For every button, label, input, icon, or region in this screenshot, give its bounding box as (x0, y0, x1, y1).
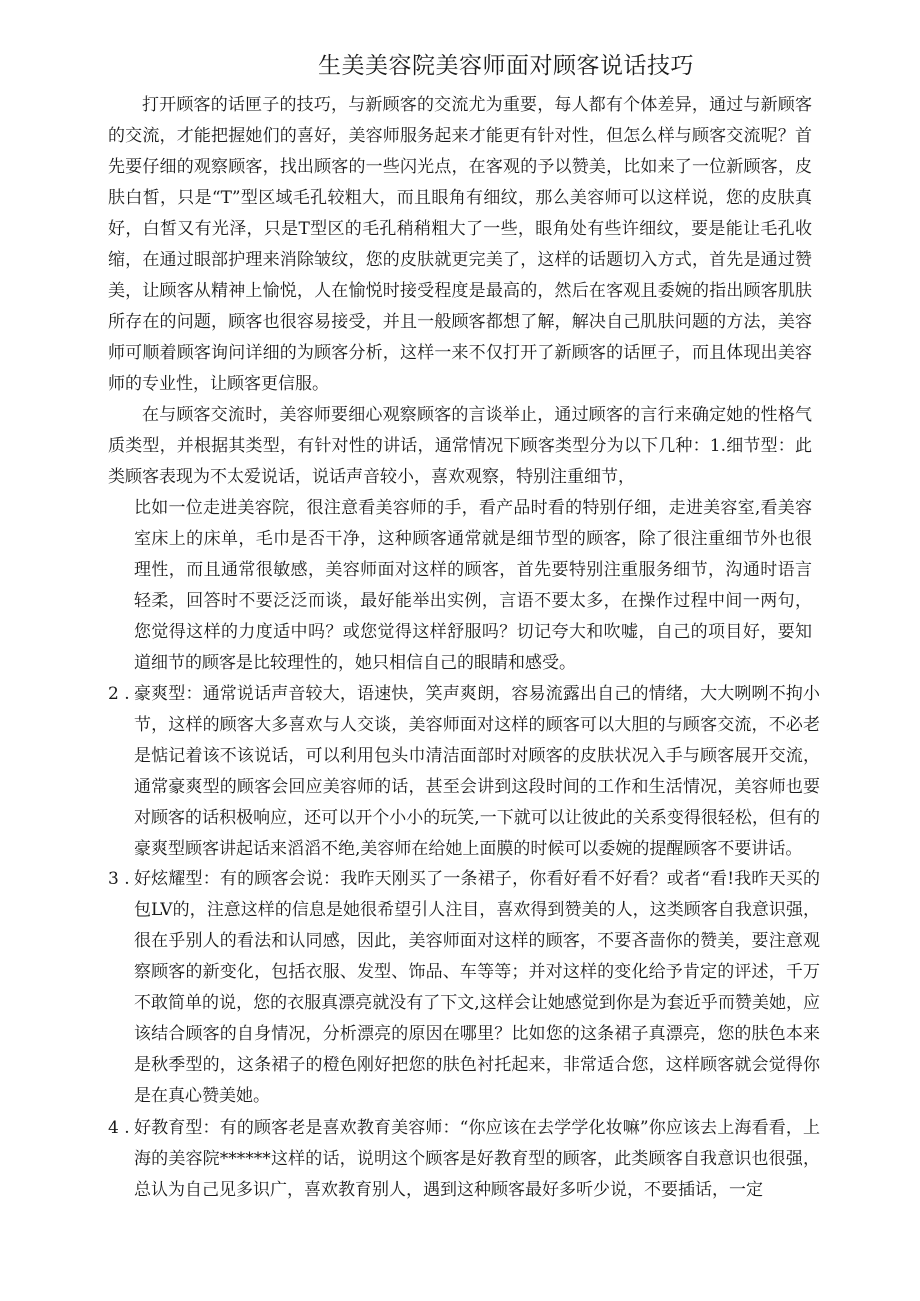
document-title: 生美美容院美容师面对顾客说话技巧 (318, 53, 694, 79)
list-item-lecturing-type (108, 1113, 820, 1206)
list-item-number: 3 . (108, 869, 130, 889)
list-item-bold-type (108, 679, 820, 865)
list-item-text: 好教育型：有的顾客老是喜欢教育美容师：“你应该在去学学化妆嘛”你应该去上海看看，上海的美容院******这样的话，说明这个顾客是好教育型的顾客，此类顾客自我意识也很强，总认为自己见多识广，喜欢教育别人，遇到这种顾客最好多听少说，不要插话，一定 (134, 1118, 820, 1200)
paragraph-detail-type: 比如一位走进美容院，很注意看美容师的手，看产品时看的特别仔细，走进美容室,看美容室床上的床单，毛巾是否干净，这种顾客通常就是细节型的顾客，除了很注重细节外也很理性，而且通常很敏感，美容师面对这样的顾客，首先要特别注重服务细节，沟通时语言轻柔，回答时不要泛泛而谈，最好能举出实例，言语不要太多，在操作过程中间一两句，您觉得这样的力度适中吗？或您觉得这样舒服吗？切记夸大和吹嘘，自己的项目好，要知道细节的顾客是比较理性的，她只相信自己的眼睛和感受。 (134, 498, 812, 673)
list-item-show-off-type (108, 864, 820, 1112)
paragraph-customer-types-intro: 在与顾客交流时，美容师要细心观察顾客的言谈举止，通过顾客的言行来确定她的性格气质类型，并根据其类型，有针对性的讲话，通常情况下顾客类型分为以下几种：1.细节型：此类顾客表现为不太爱说话，说话声音较小，喜欢观察，特别注重细节， (108, 405, 812, 487)
paragraph-opening-topic: 打开顾客的话匣子的技巧，与新顾客的交流尤为重要，每人都有个体差异，通过与新顾客的交流，才能把握她们的喜好，美容师服务起来才能更有针对性，但怎么样与顾客交流呢？首先要仔细的观察顾客，找出顾客的一些闪光点，在客观的予以赞美，比如来了一位新顾客，皮肤白皙，只是“T”型区域毛孔较粗大，而且眼角有细纹，那么美容师可以这样说，您的皮肤真好，白皙又有光泽，只是T型区的毛孔稍稍粗大了一些，眼角处有些许细纹，要是能让毛孔收缩，在通过眼部护理来消除皱纹，您的皮肤就更完美了，这样的话题切入方式，首先是通过赞美，让顾客从精神上愉悦，人在愉悦时接受程度是最高的，然后在客观且委婉的指出顾客肌肤所存在的问题，顾客也很容易接受，并且一般顾客都想了解，解决自己肌肤问题的方法，美容师可顺着顾客询问详细的为顾客分析，这样一来不仅打开了新顾客的话匣子，而且体现出美容师的专业性，让顾客更信服。 (108, 95, 812, 394)
list-item-number: 4 . (108, 1118, 130, 1138)
list-item-number: 2 . (108, 684, 130, 704)
list-item-text: 好炫耀型：有的顾客会说：我昨天刚买了一条裙子，你看好看不好看？或者“看!我昨天买的包LV的，注意这样的信息是她很希望引人注目，喜欢得到赞美的人，这类顾客自我意识强，很在乎别人的看法和认同感，因此，美容师面对这样的顾客，不要吝啬你的赞美，要注意观察顾客的新变化，包括衣服、发型、饰品、车等等；并对这样的变化给予肯定的评述，千万不敢简单的说，您的衣服真漂亮就没有了下文,这样会让她感觉到你是为套近乎而赞美她，应该结合顾客的自身情况，分析漂亮的原因在哪里？比如您的这条裙子真漂亮，您的肤色本来是秋季型的，这条裙子的橙色刚好把您的肤色衬托起来，非常适合您，这样顾客就会觉得你是在真心赞美她。 (134, 869, 820, 1106)
list-item-text: 豪爽型：通常说话声音较大，语速快，笑声爽朗，容易流露出自己的情绪，大大咧咧不拘小节，这样的顾客大多喜欢与人交谈，美容师面对这样的顾客可以大胆的与顾客交流，不必老是惦记着该不该说话，可以利用包头巾清洁面部时对顾客的皮肤状况入手与顾客展开交流，通常豪爽型的顾客会回应美容师的话，甚至会讲到这段时间的工作和生活情况，美容师也要对顾客的话积极响应，还可以开个小小的玩笑,一下就可以让彼此的关系变得很轻松，但有的豪爽型顾客讲起话来滔滔不绝,美容师在给她上面膜的时候可以委婉的提醒顾客不要讲话。 (134, 684, 820, 859)
